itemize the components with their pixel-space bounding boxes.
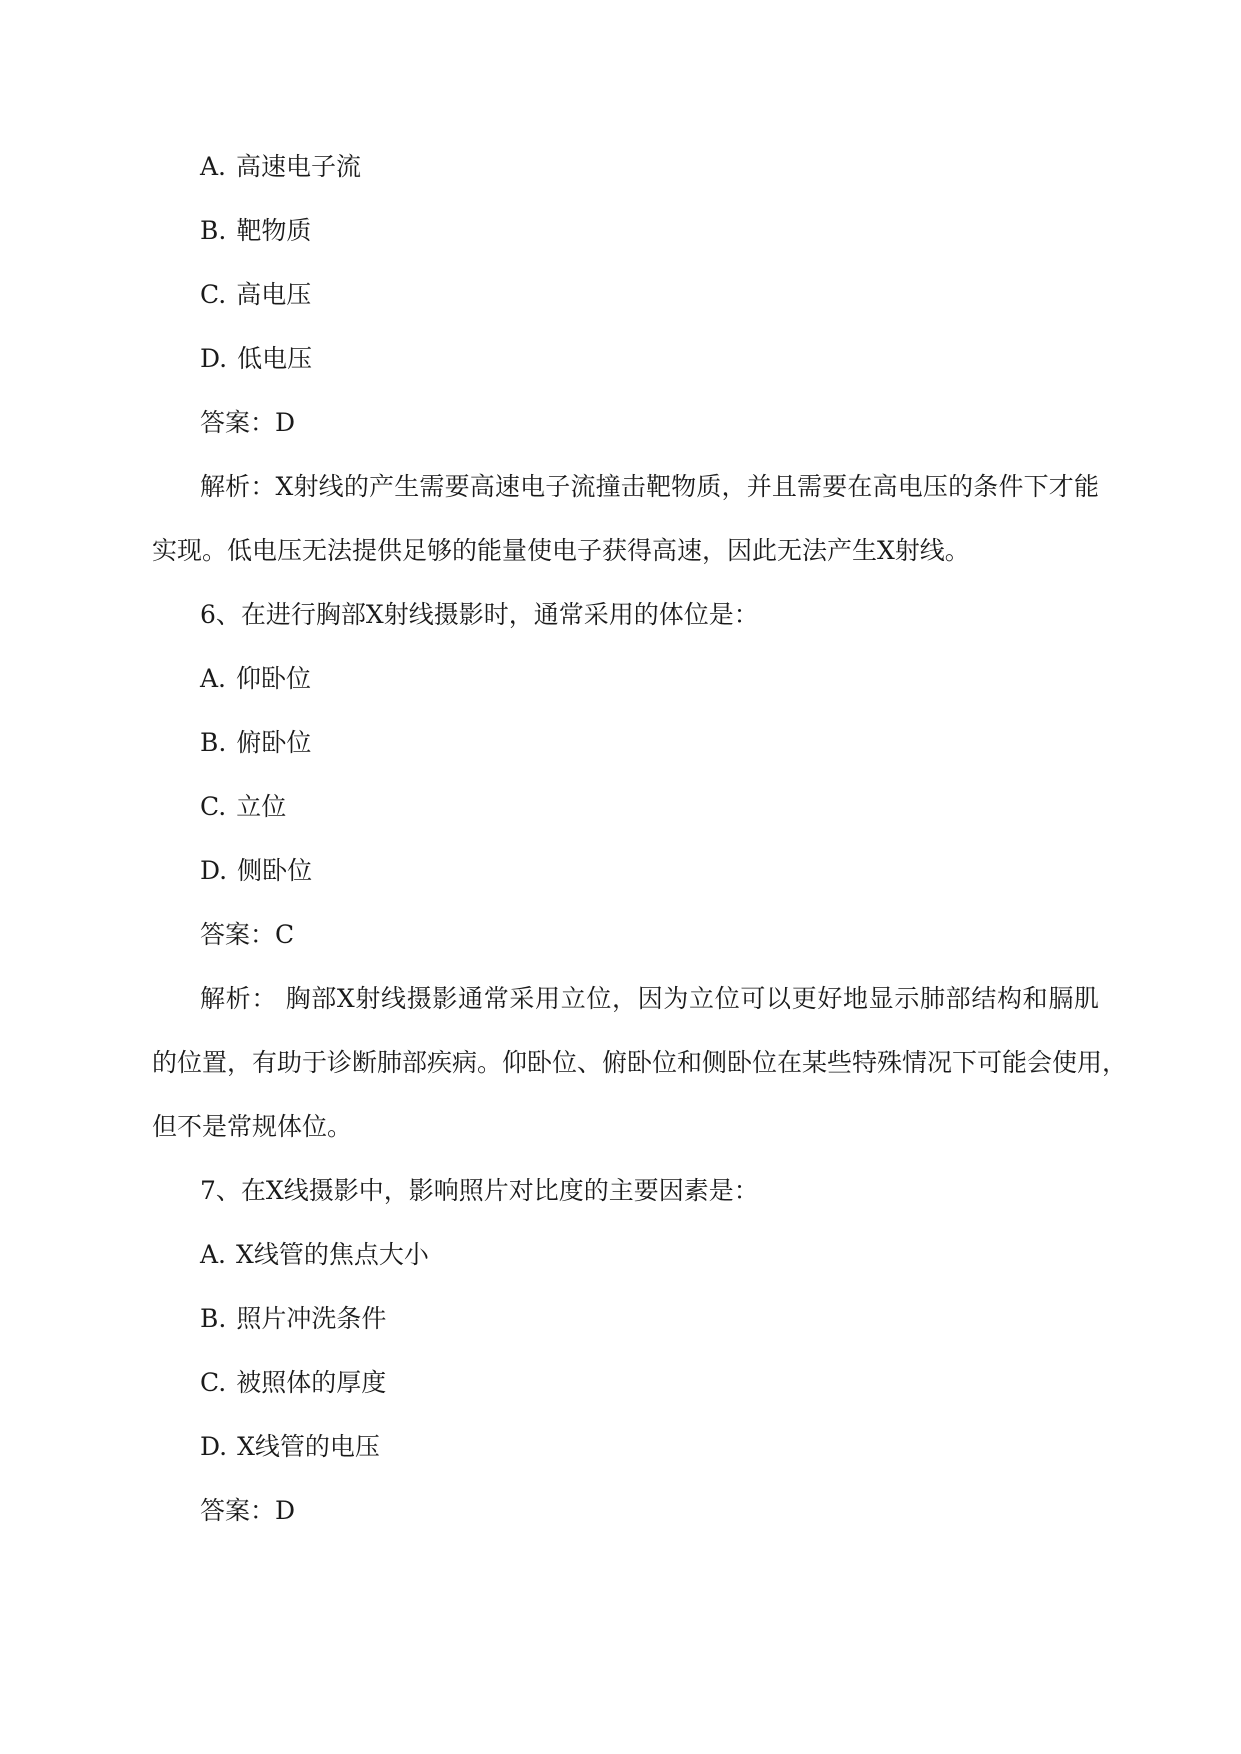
q5-analysis-line: 解析：X射线的产生需要高速电子流撞击靶物质，并且需要在高电压的条件下才能 [200,472,1099,501]
option-letter: A. [200,664,227,693]
q6-option-a [0,662,1241,696]
option-text: 高电压 [236,280,312,309]
option-text: 高速电子流 [236,152,362,181]
q7-question: 7、在X线摄影中，影响照片对比度的主要因素是： [200,1176,759,1205]
q5-option-d [0,342,1241,376]
option-letter: C. [200,280,227,309]
option-text: X线管的电压 [237,1432,380,1461]
option-text: 照片冲洗条件 [236,1304,387,1333]
option-letter: D. [200,344,228,373]
option-letter: A. [200,1240,227,1269]
option-text: 立位 [236,792,287,821]
q6-answer: 答案：C [200,920,295,949]
option-text: 被照体的厚度 [236,1368,387,1397]
option-letter: D. [200,1432,228,1461]
option-letter: C. [200,792,227,821]
q6-analysis-line: 解析： 胸部X射线摄影通常采用立位，因为立位可以更好地显示肺部结构和膈肌 [200,984,1099,1013]
q7-option-b [0,1302,1241,1336]
q5-answer: 答案：D [200,408,296,437]
q7-option-c [0,1366,1241,1400]
q6-option-d [0,854,1241,888]
option-letter: A. [200,152,227,181]
q7-option-d [0,1430,1241,1464]
q6-question: 6、在进行胸部X射线摄影时，通常采用的体位是： [200,600,759,629]
option-text: 仰卧位 [236,664,312,693]
q5-option-a [0,150,1241,184]
option-letter: B. [200,1304,227,1333]
option-letter: B. [200,728,227,757]
q5-option-b [0,214,1241,248]
q6-analysis-line: 但不是常规体位。 [152,1112,353,1141]
q7-option-a [0,1238,1241,1272]
option-letter: B. [200,216,227,245]
q5-analysis-line: 实现。低电压无法提供足够的能量使电子获得高速，因此无法产生X射线。 [152,536,970,565]
q7-answer: 答案：D [200,1496,296,1525]
q6-option-b [0,726,1241,760]
option-text: 俯卧位 [236,728,312,757]
option-letter: D. [200,856,228,885]
q6-option-c [0,790,1241,824]
option-text: X线管的焦点大小 [236,1240,429,1269]
option-text: 低电压 [237,344,313,373]
option-letter: C. [200,1368,227,1397]
q6-analysis-line: 的位置，有助于诊断肺部疾病。仰卧位、俯卧位和侧卧位在某些特殊情况下可能会使用， [152,1048,1128,1077]
q5-option-c [0,278,1241,312]
option-text: 靶物质 [236,216,312,245]
option-text: 侧卧位 [237,856,313,885]
